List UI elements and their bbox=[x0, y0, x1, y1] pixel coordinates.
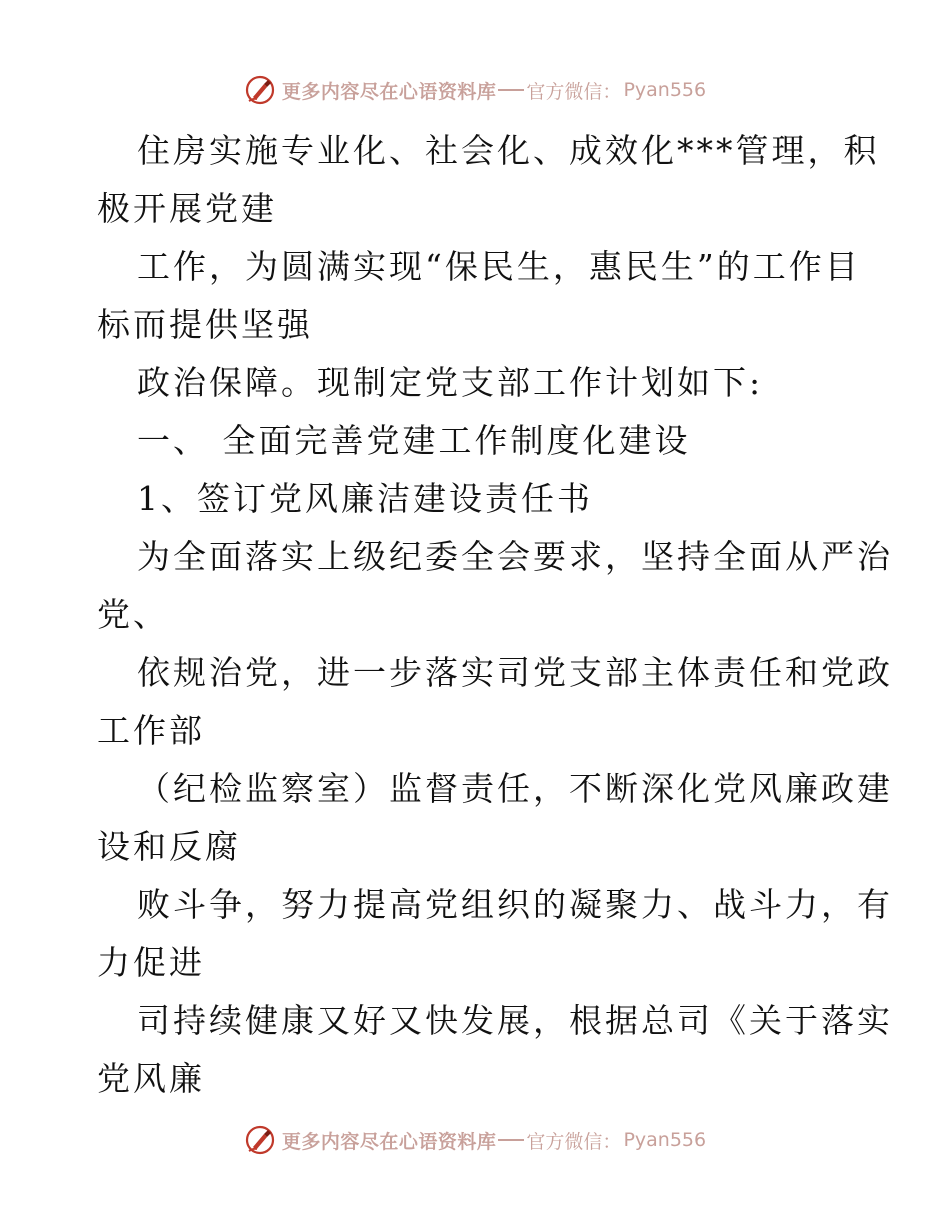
header-watermark bbox=[0, 70, 950, 110]
watermark-sub-text: 官方微信： bbox=[526, 1130, 622, 1153]
paragraph-line: 住房实施专业化、社会化、成效化***管理，积 bbox=[137, 131, 880, 170]
paragraph-line: 党、 bbox=[97, 595, 169, 634]
watermark-dash bbox=[498, 89, 524, 91]
paragraph-line: 工作，为圆满实现“保民生，惠民生”的工作目 bbox=[137, 247, 861, 286]
watermark-main-text: 更多内容尽在心语资料库 bbox=[281, 80, 497, 103]
footer-watermark bbox=[0, 1120, 950, 1160]
watermark-id-text: Pyan556 bbox=[623, 79, 707, 101]
section-heading: 一、 全面完善党建工作制度化建设 bbox=[137, 421, 691, 460]
paragraph-line: 败斗争，努力提高党组织的凝聚力、战斗力，有 bbox=[137, 885, 893, 924]
watermark-main-text: 更多内容尽在心语资料库 bbox=[281, 1130, 497, 1153]
paragraph-line: 依规治党，进一步落实司党支部主体责任和党政 bbox=[137, 653, 893, 692]
paragraph-line: 政治保障。现制定党支部工作计划如下: bbox=[137, 363, 764, 402]
paragraph-line: 党风廉 bbox=[97, 1059, 205, 1098]
paragraph-line: 工作部 bbox=[97, 711, 205, 750]
paragraph-line: 极开展党建 bbox=[97, 189, 277, 228]
paragraph-line: 为全面落实上级纪委全会要求，坚持全面从严治 bbox=[137, 537, 893, 576]
subsection-heading: 1、签订党风廉洁建设责任书 bbox=[137, 479, 593, 518]
watermark-id-text: Pyan556 bbox=[623, 1129, 707, 1151]
paragraph-line: 标而提供坚强 bbox=[97, 305, 313, 344]
paragraph-line: 力促进 bbox=[97, 943, 205, 982]
pen-logo-icon bbox=[244, 74, 276, 106]
watermark-dash bbox=[498, 1139, 524, 1141]
paragraph-line: 设和反腐 bbox=[97, 827, 241, 866]
pen-logo-icon bbox=[244, 1124, 276, 1156]
watermark-sub-text: 官方微信： bbox=[526, 80, 622, 103]
document-body bbox=[97, 122, 893, 1108]
paragraph-line: 司持续健康又好又快发展，根据总司《关于落实 bbox=[137, 1001, 893, 1040]
paragraph-line: （纪检监察室）监督责任，不断深化党风廉政建 bbox=[137, 769, 893, 808]
